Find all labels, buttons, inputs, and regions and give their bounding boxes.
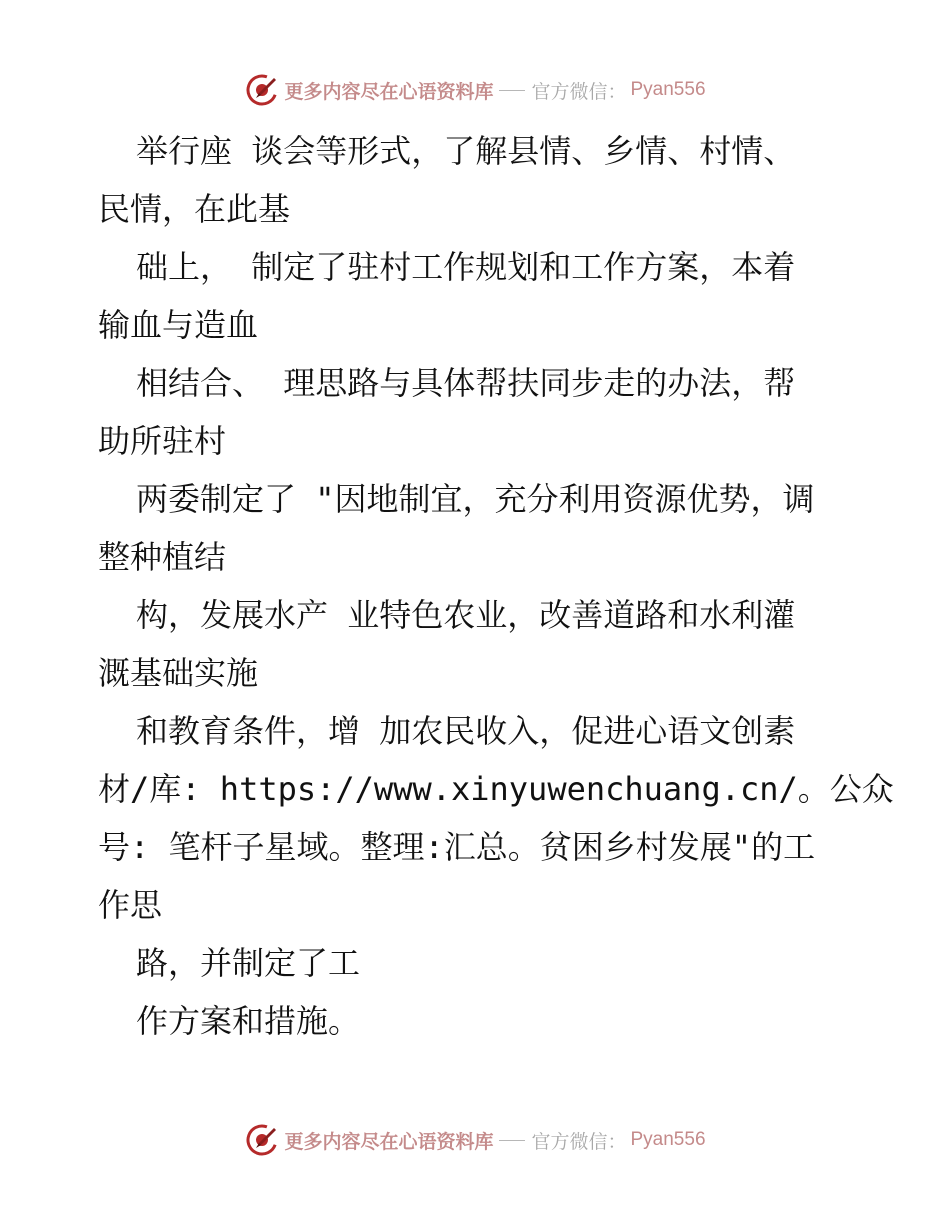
- header-brand-text: 更多内容尽在心语资料库: [284, 80, 494, 103]
- body-line: 作方案和措施。: [136, 1002, 361, 1040]
- body-line: 和教育条件，增 加农民收入，促进心语文创素: [136, 712, 796, 750]
- body-line: 两委制定了 "因地制宜，充分利用资源优势，调: [136, 480, 815, 518]
- body-line: 助所驻村: [98, 422, 227, 460]
- header-dash-divider: [499, 90, 525, 91]
- footer-official-label: 官方微信：: [531, 1130, 627, 1153]
- brand-logo-icon: [244, 72, 280, 108]
- header-wechat-id: Pyan556: [630, 79, 706, 100]
- footer-brand-text: 更多内容尽在心语资料库: [284, 1130, 494, 1153]
- brand-logo-icon: [244, 1122, 280, 1158]
- body-line: 础上， 制定了驻村工作规划和工作方案，本着: [136, 248, 796, 286]
- footer-banner-inner: [244, 1122, 705, 1158]
- body-line: 构，发展水产 业特色农业，改善道路和水利灌: [136, 596, 796, 634]
- body-line: 材/库: https://www.xinyuwenchuang.cn/。公众: [98, 770, 894, 808]
- body-line: 号: 笔杆子星域。整理:汇总。贫困乡村发展"的工: [98, 828, 816, 866]
- body-line: 作思: [98, 886, 163, 924]
- footer-dash-divider: [499, 1140, 525, 1141]
- body-line: 整种植结: [98, 538, 227, 576]
- header-banner-inner: [244, 72, 705, 108]
- body-line: 溉基础实施: [98, 654, 259, 692]
- body-line: 举行座 谈会等形式，了解县情、乡情、村情、: [136, 132, 796, 170]
- body-line: 输血与造血: [98, 306, 259, 344]
- body-line: 民情，在此基: [98, 190, 291, 228]
- header-banner: [0, 70, 950, 110]
- body-line: 路，并制定了工: [136, 944, 361, 982]
- document-body: [98, 122, 894, 1050]
- header-official-label: 官方微信：: [531, 80, 627, 103]
- footer-wechat-id: Pyan556: [630, 1129, 706, 1150]
- body-line: 相结合、 理思路与具体帮扶同步走的办法，帮: [136, 364, 796, 402]
- footer-banner: [0, 1120, 950, 1160]
